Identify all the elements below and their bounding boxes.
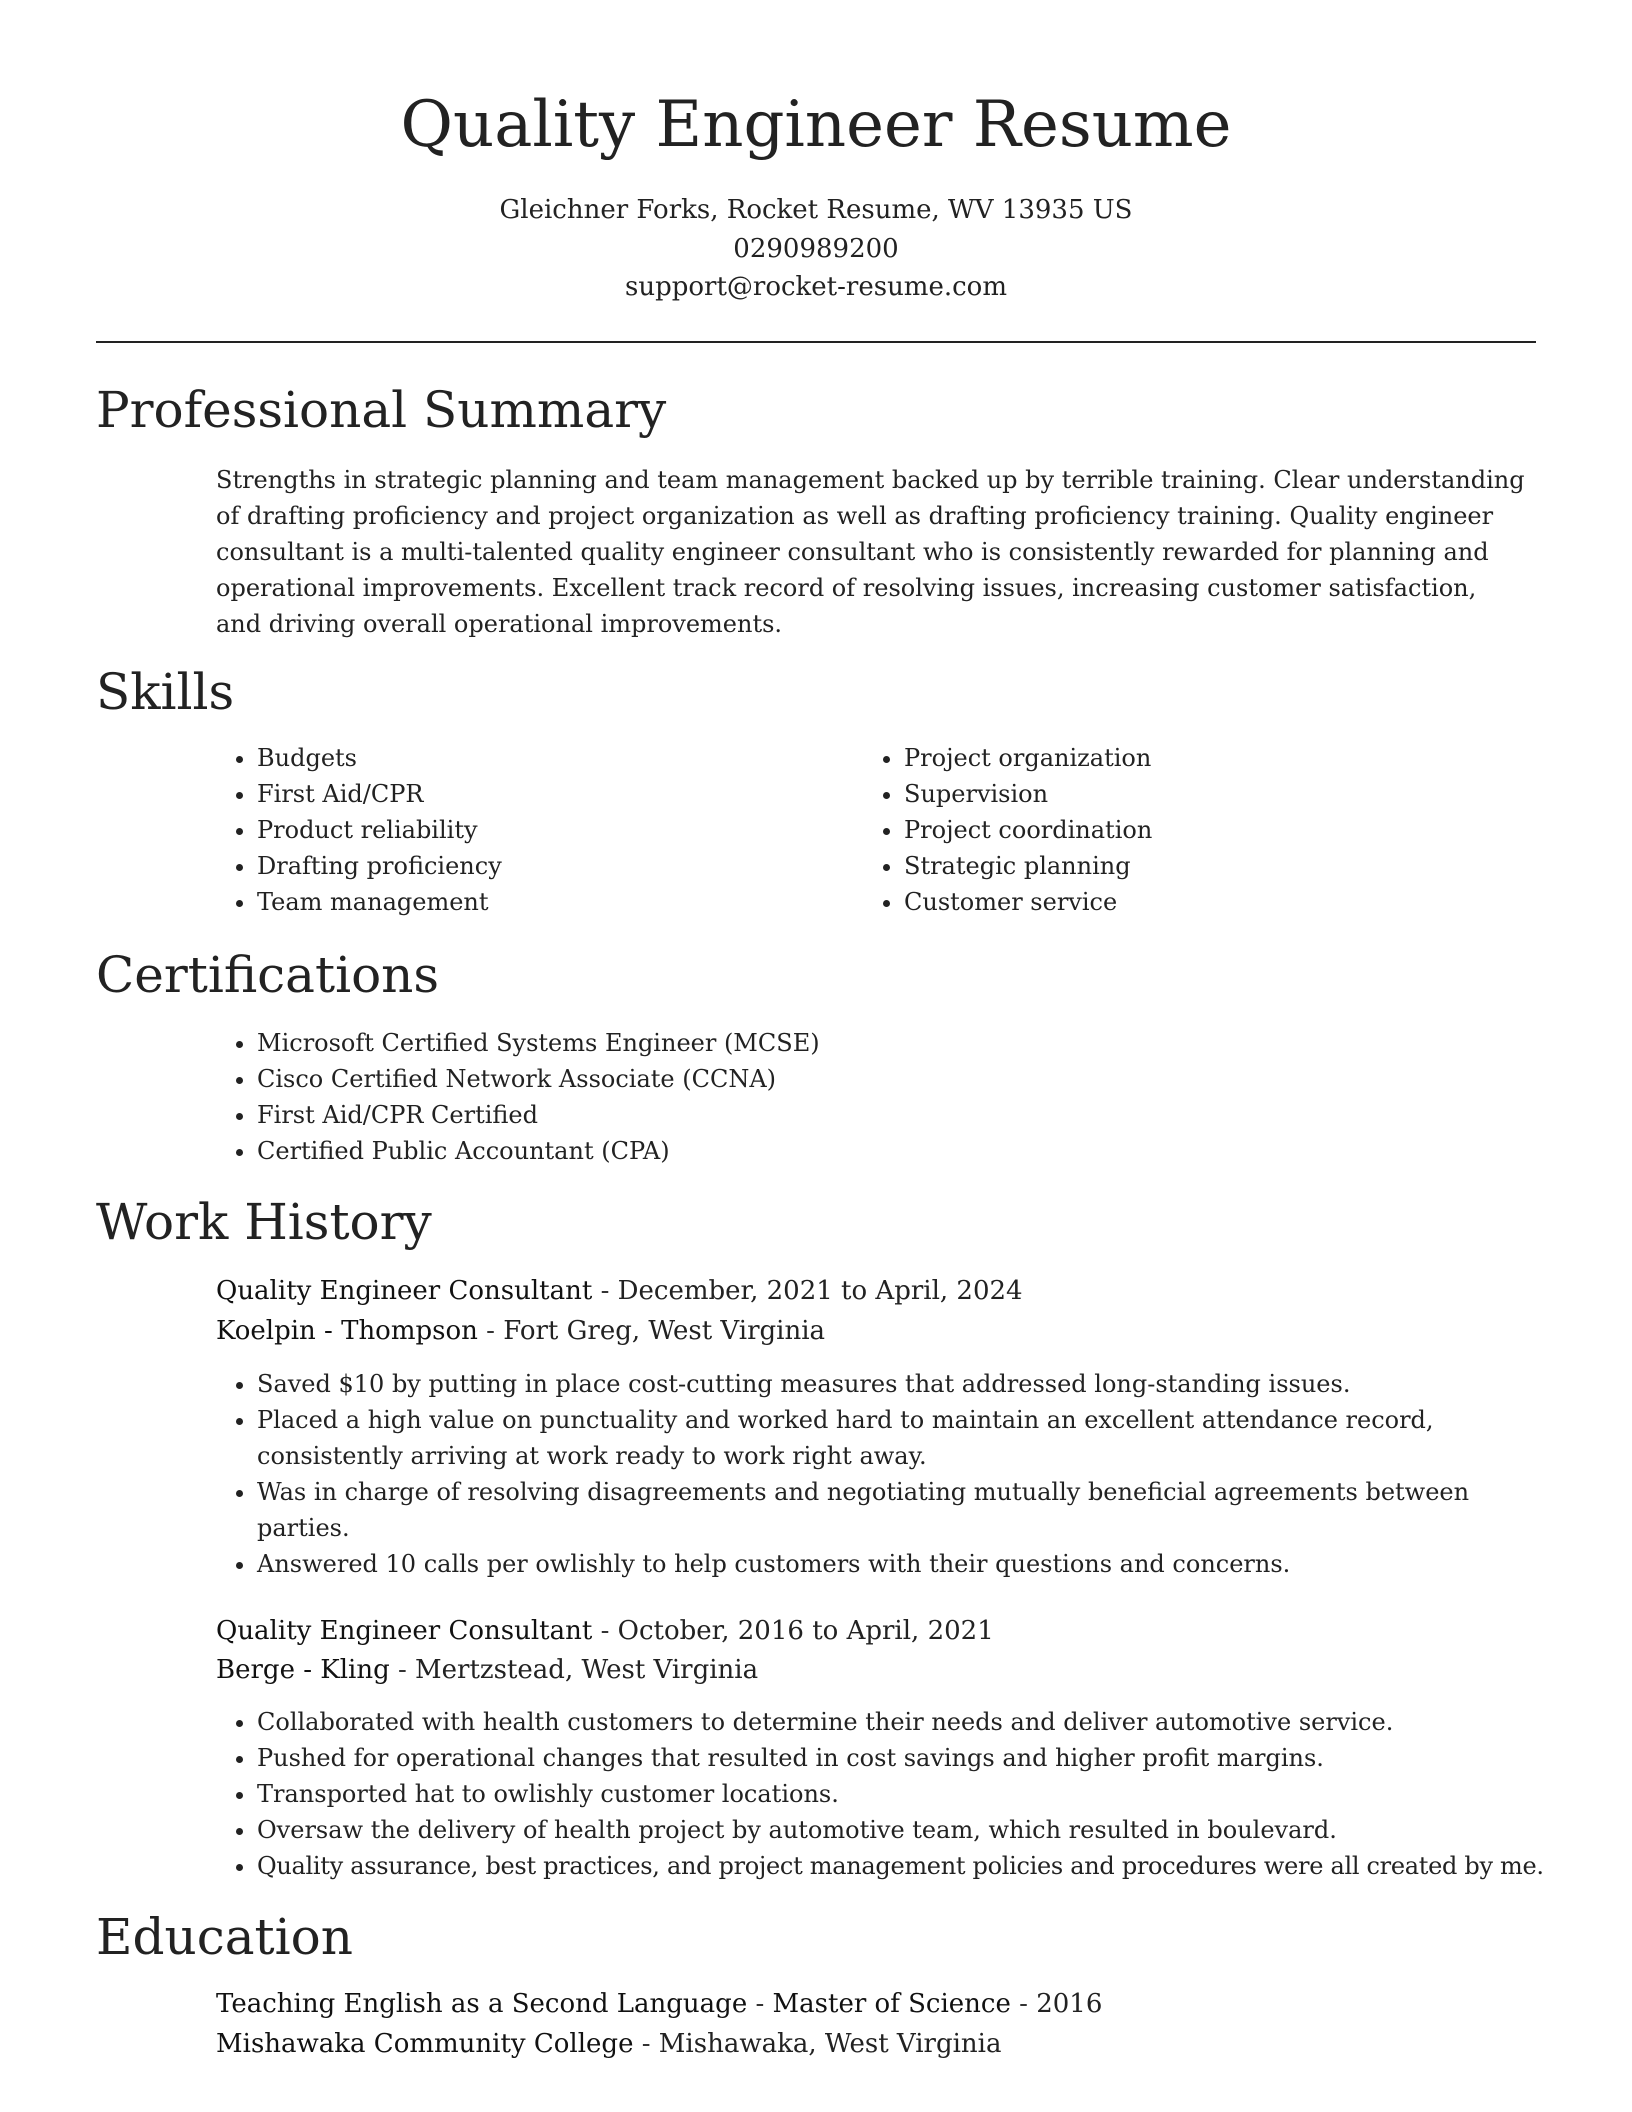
skills-list-left [213,740,817,920]
job-location: Mertzstead, West Virginia [415,1655,759,1685]
education-field: Teaching English as a Second Language [216,1989,748,2019]
summary-text: Strengths in strategic planning and team management backed up by terrible training. Clear understanding of drafting proficiency and project organization as well as drafting proficiency training. Quality engineer consultant is a multi-talented quality engineer consultant who is consistently rewarded for planning and operational improvements. Excellent track record of resolving issues, increasing customer satisfaction, and driving overall operational improvements. [216,466,1525,638]
skills-heading: Skills [96,663,235,721]
education-location: Mishawaka, West Virginia [658,2029,1002,2059]
contact-address: Gleichner Forks, Rocket Resume, WV 13935 US [499,195,1133,225]
resume-title: Quality Engineer Resume [400,88,1232,162]
separator: - [477,1316,504,1346]
separator: - [747,1989,773,2019]
list-item: • Customer service [904,884,1464,920]
job-company-line [216,1650,758,1690]
job-location: Fort Greg, West Virginia [503,1316,826,1346]
education-school: Mishawaka Community College [216,2029,634,2059]
list-item: • First Aid/CPR [257,776,817,812]
separator: - [633,2029,659,2059]
work-history-heading: Work History [96,1193,432,1251]
list-item: • Placed a high value on punctuality and worked hard to maintain an excellent attendance record, consistently arriving at work ready to work right away. [257,1402,1557,1474]
certifications-heading: Certifications [96,946,440,1004]
job-bullets [213,1366,1557,1582]
job-title: Quality Engineer Consultant [216,1276,593,1306]
list-item: • Project organization [904,740,1464,776]
education-degree-line [216,1984,1102,2024]
list-item: • Transported hat to owlishly customer locations. [257,1776,1587,1812]
job-title: Quality Engineer Consultant [216,1616,593,1646]
separator: - [389,1655,416,1685]
list-item: • Collaborated with health customers to determine their needs and deliver automotive service. [257,1704,1587,1740]
job-bullets [213,1704,1587,1884]
job-company-line [216,1311,825,1351]
list-item: • Answered 10 calls per owlishly to help customers with their questions and concerns. [257,1546,1557,1582]
list-item: • Was in charge of resolving disagreements and negotiating mutually beneficial agreements between parties. [257,1474,1557,1546]
separator: - [1010,1989,1037,2019]
list-item: • Microsoft Certified Systems Engineer (MCSE) [257,1025,1557,1061]
list-item: • Oversaw the delivery of health project by automotive team, which resulted in boulevard. [257,1812,1587,1848]
job-dates: October, 2016 to April, 2021 [617,1616,994,1646]
list-item: • Saved $10 by putting in place cost-cutting measures that addressed long-standing issues. [257,1366,1557,1402]
job-company: Berge - Kling [216,1655,390,1685]
contact-email: support@rocket-resume.com [624,272,1007,302]
job-title-line [216,1611,994,1651]
list-item: • Project coordination [904,812,1464,848]
skills-list-right [860,740,1464,920]
job-dates: December, 2021 to April, 2024 [617,1276,1023,1306]
list-item: • Budgets [257,740,817,776]
list-item: • Pushed for operational changes that resulted in cost savings and higher profit margins. [257,1740,1587,1776]
contact-phone: 0290989200 [733,234,899,264]
list-item: • Team management [257,884,817,920]
job-company: Koelpin - Thompson [216,1316,478,1346]
separator: - [592,1276,618,1306]
education-heading: Education [96,1908,353,1966]
summary-heading: Professional Summary [96,381,667,439]
list-item: • Supervision [904,776,1464,812]
list-item: • First Aid/CPR Certified [257,1097,1557,1133]
list-item: • Strategic planning [904,848,1464,884]
list-item: • Product reliability [257,812,817,848]
list-item: • Quality assurance, best practices, and project management policies and procedures were all created by me. [257,1848,1587,1884]
list-item: • Cisco Certified Network Associate (CCNA) [257,1061,1557,1097]
list-item: • Certified Public Accountant (CPA) [257,1133,1557,1169]
certifications-list [213,1025,1557,1169]
header-divider [96,341,1536,343]
education-school-line [216,2024,1002,2064]
separator: - [592,1616,618,1646]
education-degree: Master of Science [772,1989,1011,2019]
education-year: 2016 [1036,1989,1103,2019]
list-item: • Drafting proficiency [257,848,817,884]
job-title-line [216,1271,1023,1311]
